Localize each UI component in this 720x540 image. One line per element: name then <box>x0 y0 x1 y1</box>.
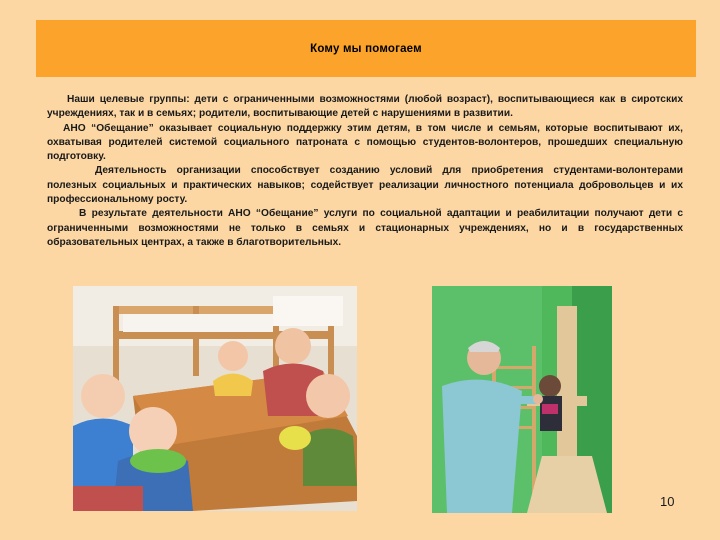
slide-title: Кому мы помогаем <box>310 42 422 55</box>
paragraph-target-groups: Наши целевые группы: дети с ограниченными возможностями (любой возраст), воспитывающиеся как в сиротских учреждениях, так и в семьях; родители, воспитывающие детей с нарушениями в развитии. <box>47 94 683 120</box>
paragraph-volunteer-skills: Деятельность организации способствует созданию условий для приобретения студентами-волонтерами полезных социальных и практических навыков; содействует реализации личностного потенциала добровольцев и их профессиональному росту. <box>47 165 683 206</box>
paragraph-social-support: АНО “Обещание” оказывает социальную поддержку этим детям, в том числе и семьям, которые воспитывают их, охватывая родителей системой социального патроната с помощью студентов-волонтеров, прошедших специальную подготовку. <box>47 122 683 163</box>
body-text <box>47 93 683 250</box>
photo-children-at-table <box>73 286 357 511</box>
page-number: 10 <box>660 494 675 509</box>
title-bar <box>36 20 696 77</box>
photo-rehabilitation <box>432 286 612 513</box>
paragraph-results: В результате деятельности АНО “Обещание” услуги по социальной адаптации и реабилитации получают дети с ограниченными возможностями не только в семьях и стационарных учреждениях, но и в государственных образовательных центрах, а также в благотворительных. <box>47 208 683 248</box>
